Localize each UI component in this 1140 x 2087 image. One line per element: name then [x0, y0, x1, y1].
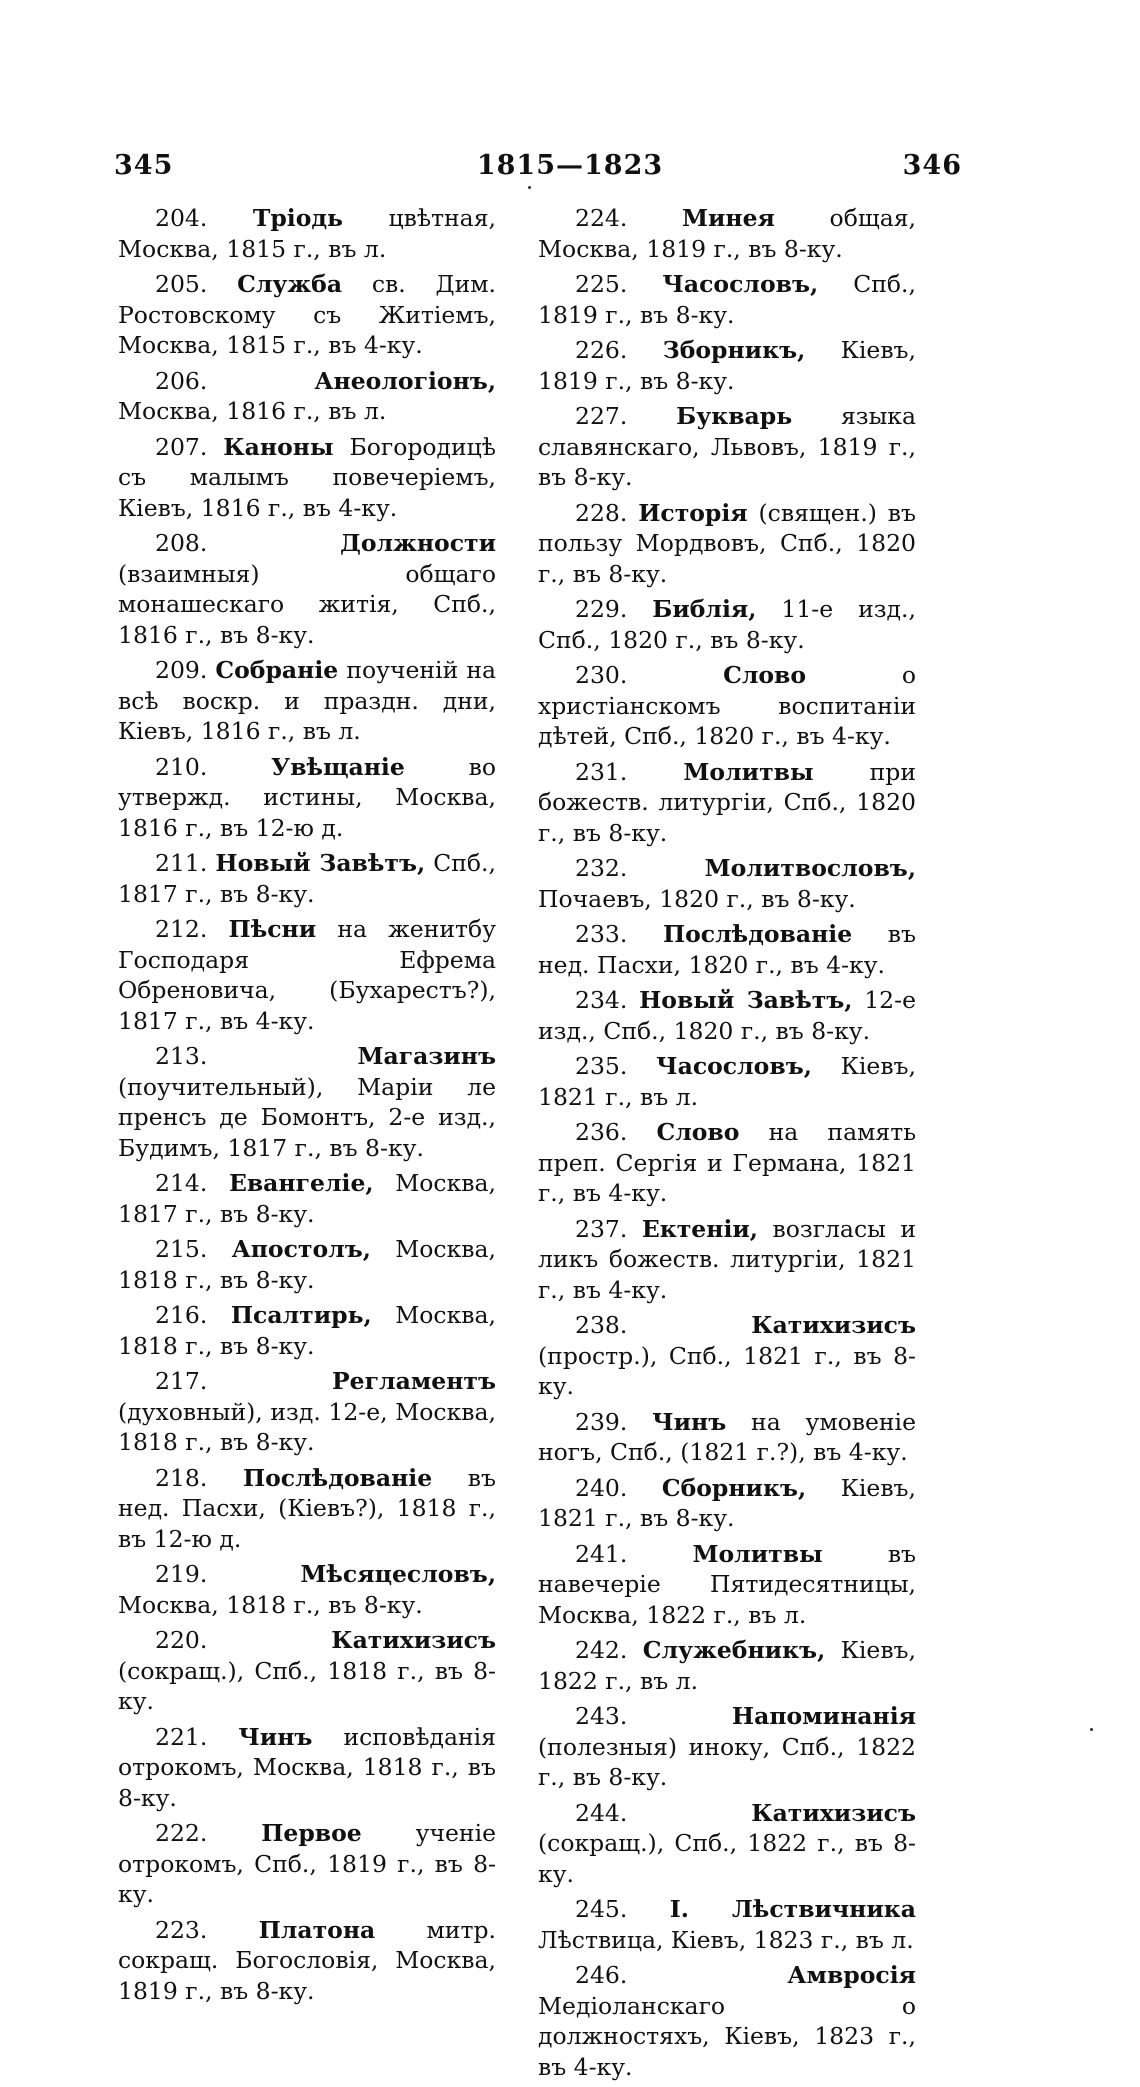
catalog-entry	[118, 528, 496, 650]
entry-number: 231.	[575, 757, 628, 786]
catalog-entry	[538, 1894, 916, 1955]
entry-title: І. Лѣствичника	[669, 1895, 916, 1923]
catalog-entry	[118, 1818, 496, 1910]
catalog-entry	[538, 401, 916, 493]
entry-number: 225.	[575, 270, 628, 298]
catalog-entry	[538, 594, 916, 655]
entry-details: (сокращ.), Спб., 1818 г., въ 8-ку.	[118, 1656, 496, 1715]
entry-number: 226.	[575, 336, 628, 364]
catalog-entry	[538, 1960, 916, 2082]
entry-title: Катихизисъ	[331, 1626, 496, 1654]
catalog-entry	[118, 1366, 496, 1458]
entry-details: 12-е изд., Спб., 1820 г., въ 8-ку.	[538, 986, 916, 1045]
entry-number: 238.	[575, 1311, 628, 1339]
entry-title: Апостолъ,	[231, 1235, 371, 1263]
entry-details: на память преп. Сергія и Германа, 1821 г., въ 4-ку.	[538, 1118, 916, 1207]
entry-details: Богородицѣ съ малымъ повечеріемъ, Кіевъ, 1816 г., въ 4-ку.	[118, 432, 496, 522]
entry-number: 237.	[575, 1214, 628, 1243]
entry-details: (поучительный), Маріи ле пренсъ де Бомонтъ, 2-е изд., Будимъ, 1817 г., въ 8-ку.	[118, 1072, 496, 1162]
entry-details: языка славянскаго, Львовъ, 1819 г., въ 8-ку.	[538, 402, 916, 491]
entry-title: Мѣсяцесловъ,	[300, 1560, 496, 1588]
entry-details: Москва, 1818 г., въ 8-ку.	[118, 1235, 496, 1294]
catalog-entry	[538, 660, 916, 752]
entry-title: Часословъ,	[662, 270, 819, 298]
right-column	[538, 203, 916, 2087]
catalog-entry	[118, 655, 496, 747]
entry-title: Слово	[656, 1118, 740, 1146]
entry-title: Амвросія	[787, 1961, 916, 1989]
entry-details: 11-е изд., Спб., 1820 г., въ 8-ку.	[538, 595, 916, 654]
entry-number: 205.	[155, 270, 208, 298]
entry-number: 219.	[155, 1560, 208, 1588]
entry-number: 244.	[575, 1798, 628, 1827]
catalog-entry	[118, 269, 496, 361]
left-column	[118, 203, 496, 2011]
catalog-entry	[118, 203, 496, 264]
entry-title: Слово	[723, 661, 807, 689]
print-speck	[528, 186, 531, 189]
catalog-entry	[118, 432, 496, 524]
catalog-entry	[538, 1407, 916, 1468]
catalog-entry	[118, 848, 496, 909]
catalog-entry	[538, 498, 916, 590]
entry-details: въ навечеріе Пятидесятницы, Москва, 1822 г., въ л.	[538, 1539, 916, 1629]
catalog-entry	[118, 1625, 496, 1717]
entry-title: Чинъ	[238, 1722, 313, 1751]
entry-number: 223.	[155, 1915, 208, 1944]
catalog-entry	[118, 752, 496, 844]
entry-title: Минея	[681, 204, 775, 232]
entry-details: Москва, 1816 г., въ л.	[118, 397, 387, 425]
entry-number: 227.	[575, 402, 628, 430]
entry-title: Должности	[339, 529, 496, 557]
catalog-entry	[538, 1051, 916, 1112]
print-speck	[1090, 1728, 1093, 1731]
entry-details: (полезныя) иноку, Спб., 1822 г., въ 8-ку.	[538, 1732, 916, 1791]
entry-number: 245.	[575, 1895, 628, 1923]
entry-title: Служебникъ,	[642, 1636, 826, 1664]
entry-details: Почаевъ, 1820 г., въ 8-ку.	[538, 884, 856, 913]
entry-title: Библія,	[652, 595, 757, 623]
catalog-entry	[538, 919, 916, 980]
entry-title: Платона	[258, 1915, 376, 1944]
catalog-entry	[538, 985, 916, 1046]
entry-title: Новый Завѣтъ,	[215, 849, 426, 877]
entry-details: Кіевъ, 1821 г., въ л.	[538, 1052, 916, 1111]
entry-number: 230.	[575, 661, 628, 689]
catalog-entry	[538, 757, 916, 849]
entry-details: во утвержд. истины, Москва, 1816 г., въ 12-ю д.	[118, 752, 496, 842]
entry-number: 243.	[575, 1702, 628, 1730]
entry-number: 222.	[155, 1819, 208, 1847]
entry-title: Молитвы	[683, 757, 814, 786]
catalog-entry	[538, 1798, 916, 1890]
entry-title: Ектеніи,	[641, 1214, 758, 1243]
entry-number: 236.	[575, 1118, 628, 1146]
catalog-entry	[118, 914, 496, 1036]
entry-details: Москва, 1817 г., въ 8-ку.	[118, 1169, 496, 1228]
left-page-number: 345	[114, 150, 174, 181]
right-page-number: 346	[902, 150, 962, 181]
entry-number: 216.	[155, 1301, 208, 1329]
entry-details: на женитбу Господаря Ефрема Обреновича, (Бухарестъ?), 1817 г., въ 4-ку.	[118, 915, 496, 1035]
entry-title: Каноны	[223, 432, 334, 461]
catalog-entry	[538, 1539, 916, 1631]
entry-details: Лѣствица, Кіевъ, 1823 г., въ л.	[538, 1925, 914, 1954]
catalog-entry	[118, 1559, 496, 1620]
entry-details: ученіе отрокомъ, Спб., 1819 г., въ 8-ку.	[118, 1819, 496, 1908]
entry-number: 217.	[155, 1367, 208, 1395]
entry-number: 213.	[155, 1042, 208, 1070]
entry-title: Послѣдованіе	[242, 1463, 433, 1492]
entry-number: 207.	[155, 432, 208, 461]
entry-title: Сборникъ,	[661, 1473, 807, 1502]
entry-title: Новый Завѣтъ,	[639, 986, 853, 1014]
entry-details: при божеств. литургіи, Спб., 1820 г., въ 8-ку.	[538, 757, 916, 847]
entry-details: Кіевъ, 1821 г., въ 8-ку.	[538, 1473, 916, 1532]
entry-number: 229.	[575, 595, 628, 623]
entry-number: 242.	[575, 1636, 628, 1664]
entry-title: Увѣщаніе	[271, 752, 405, 781]
entry-number: 206.	[155, 366, 208, 395]
entry-details: Спб., 1819 г., въ 8-ку.	[538, 270, 916, 329]
entry-details: исповѣданія отрокомъ, Москва, 1818 г., въ 8-ку.	[118, 1722, 496, 1812]
catalog-entry	[118, 1915, 496, 2007]
entry-title: Служба	[237, 270, 343, 298]
entry-number: 211.	[155, 849, 208, 877]
entry-title: Псалтирь,	[230, 1301, 372, 1329]
entry-number: 204.	[155, 204, 208, 232]
catalog-entry	[538, 1117, 916, 1209]
catalog-entry	[538, 1473, 916, 1534]
entry-details: Кіевъ, 1819 г., въ 8-ку.	[538, 336, 916, 395]
entry-details: поученій на всѣ воскр. и праздн. дни, Кіевъ, 1816 г., въ л.	[118, 656, 496, 745]
catalog-entry	[118, 366, 496, 427]
entry-number: 232.	[575, 854, 628, 882]
catalog-entry	[118, 1463, 496, 1555]
entry-details: (сокращ.), Спб., 1822 г., въ 8-ку.	[538, 1829, 916, 1888]
catalog-entry	[118, 1722, 496, 1814]
entry-details: Спб., 1817 г., въ 8-ку.	[118, 849, 496, 908]
entry-title: Исторія	[638, 498, 748, 527]
entry-details: на умовеніе ногъ, Спб., (1821 г.?), въ 4-ку.	[538, 1407, 916, 1466]
entry-title: Тріодь	[252, 204, 343, 232]
entry-title: Первое	[261, 1819, 362, 1847]
entry-number: 246.	[575, 1961, 628, 1989]
entry-title: Молитвословъ,	[704, 854, 916, 882]
entry-number: 233.	[575, 920, 628, 948]
entry-details: (духовный), изд. 12-е, Москва, 1818 г., въ 8-ку.	[118, 1397, 496, 1456]
entry-details: въ нед. Пасхи, 1820 г., въ 4-ку.	[538, 920, 916, 979]
entry-number: 212.	[155, 915, 208, 943]
catalog-entry	[118, 1300, 496, 1361]
entry-number: 239.	[575, 1407, 628, 1436]
entry-details: Москва, 1818 г., въ 8-ку.	[118, 1301, 496, 1360]
catalog-entry	[538, 1214, 916, 1306]
entry-title: Напоминанія	[731, 1702, 916, 1730]
entry-details: возгласы и ликъ божеств. литургіи, 1821 г., въ 4-ку.	[538, 1214, 916, 1304]
catalog-entry	[538, 203, 916, 264]
entry-title: Магазинъ	[357, 1042, 496, 1070]
catalog-entry	[118, 1168, 496, 1229]
catalog-entry	[538, 335, 916, 396]
entry-number: 215.	[155, 1235, 208, 1263]
catalog-entry	[538, 853, 916, 914]
entry-details: (священ.) въ пользу Мордвовъ, Спб., 1820 г., въ 8-ку.	[538, 498, 916, 588]
entry-title: Чинъ	[652, 1407, 727, 1436]
entry-title: Катихизисъ	[751, 1798, 916, 1827]
catalog-entry	[538, 269, 916, 330]
entry-title: Пѣсни	[228, 915, 317, 943]
entry-title: Зборникъ,	[662, 336, 806, 364]
entry-number: 241.	[575, 1539, 628, 1568]
entry-details: Кіевъ, 1822 г., въ л.	[538, 1636, 916, 1695]
entry-details: митр. сокращ. Богословія, Москва, 1819 г., въ 8-ку.	[118, 1915, 496, 2005]
entry-title: Евангеліе,	[228, 1169, 374, 1197]
entry-title: Собраніе	[215, 656, 339, 684]
entry-number: 235.	[575, 1052, 628, 1080]
catalog-entry	[538, 1635, 916, 1696]
year-range-heading: 1815—1823	[476, 150, 664, 181]
catalog-entry	[538, 1701, 916, 1793]
entry-title: Молитвы	[692, 1539, 823, 1568]
entry-title: Регламентъ	[332, 1367, 496, 1395]
entry-details: общая, Москва, 1819 г., въ 8-ку.	[538, 204, 916, 263]
entry-number: 208.	[155, 529, 208, 557]
catalog-entry	[118, 1234, 496, 1295]
entry-details: о христіанскомъ воспитаніи дѣтей, Спб., 1820 г., въ 4-ку.	[538, 661, 916, 750]
entry-details: св. Дим. Ростовскому съ Житіемъ, Москва, 1815 г., въ 4-ку.	[118, 270, 496, 359]
entry-details: Москва, 1818 г., въ 8-ку.	[118, 1590, 423, 1619]
entry-details: Медіоланскаго о должностяхъ, Кіевъ, 1823 г., въ 4-ку.	[538, 1991, 916, 2081]
catalog-entry	[118, 1041, 496, 1163]
entry-number: 210.	[155, 752, 208, 781]
entry-number: 220.	[155, 1626, 208, 1654]
entry-details: (взаимныя) общаго монашескаго житія, Спб., 1816 г., въ 8-ку.	[118, 559, 496, 649]
entry-number: 214.	[155, 1169, 208, 1197]
entry-title: Букварь	[676, 402, 793, 430]
entry-number: 240.	[575, 1473, 628, 1502]
entry-number: 209.	[155, 656, 208, 684]
entry-title: Послѣдованіе	[662, 920, 853, 948]
catalog-entry	[538, 1310, 916, 1402]
entry-number: 224.	[575, 204, 628, 232]
entry-title: Катихизисъ	[751, 1311, 916, 1339]
entry-number: 221.	[155, 1722, 208, 1751]
entry-details: цвѣтная, Москва, 1815 г., въ л.	[118, 204, 496, 263]
entry-number: 218.	[155, 1463, 208, 1492]
entry-title: Часословъ,	[656, 1052, 812, 1080]
entry-title: Анеологіонъ,	[314, 366, 496, 395]
entry-number: 228.	[575, 498, 628, 527]
entry-details: въ нед. Пасхи, (Кіевъ?), 1818 г., въ 12-ю д.	[118, 1463, 496, 1553]
entry-details: (простр.), Спб., 1821 г., въ 8-ку.	[538, 1341, 916, 1400]
entry-number: 234.	[575, 986, 628, 1014]
